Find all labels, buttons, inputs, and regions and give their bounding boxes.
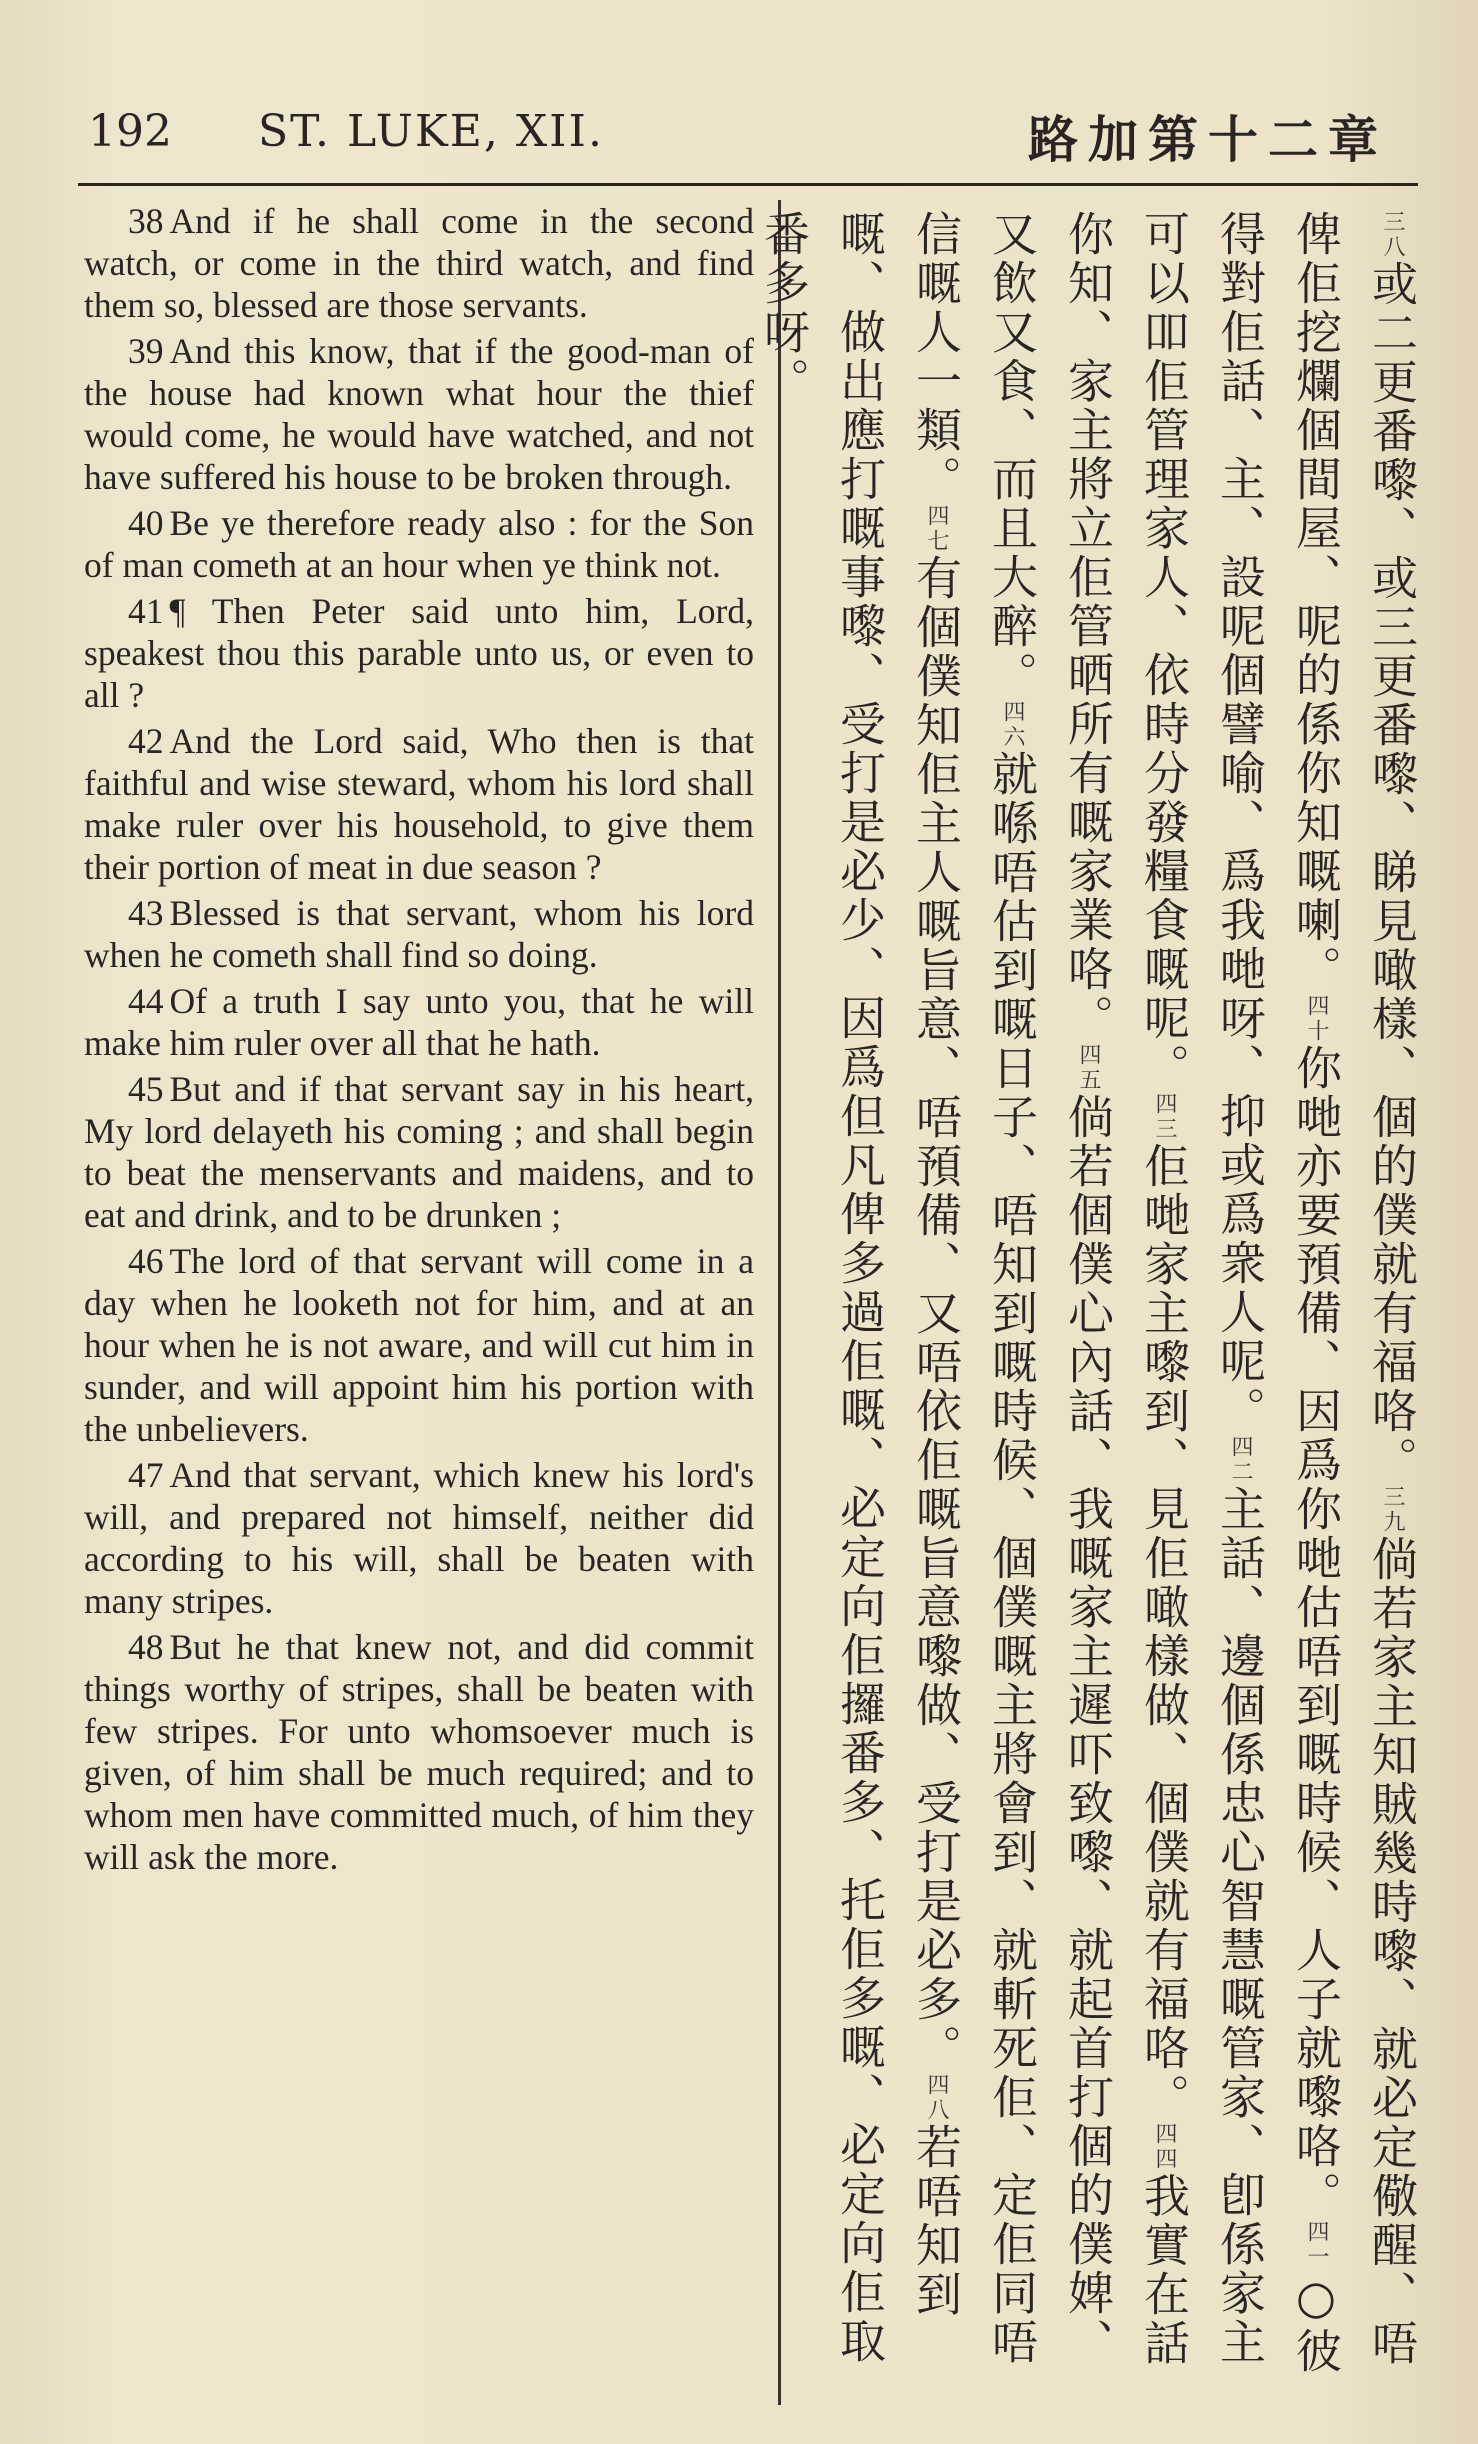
verse-39 bbox=[84, 330, 754, 498]
verse-42 bbox=[84, 720, 754, 888]
verse-38 bbox=[84, 200, 754, 326]
chinese-verse-number: 四二 bbox=[1228, 1435, 1253, 1485]
verse-number: 42 bbox=[128, 721, 164, 761]
header-rule bbox=[78, 183, 1418, 186]
chinese-verse-number: 四七 bbox=[924, 504, 949, 554]
verse-text: Of a truth I say unto you, that he will make him ruler over all that he hath. bbox=[84, 981, 754, 1063]
verse-number: 47 bbox=[128, 1455, 164, 1495]
verse-number: 40 bbox=[128, 503, 164, 543]
chinese-verse-number: 四八 bbox=[924, 2073, 949, 2123]
page-header bbox=[78, 96, 1418, 169]
chinese-verse-text: 有個僕知佢主人嘅旨意、唔預備、又唔依佢嘅旨意嚟做、受打是必多。 bbox=[909, 554, 963, 2073]
chinese-verse-number: 四五 bbox=[1076, 1043, 1101, 1093]
chinese-verse-number: 三九 bbox=[1380, 1485, 1405, 1535]
verse-text: Be ye therefore ready also : for the Son of man cometh at an hour when ye think not. bbox=[84, 503, 754, 585]
chinese-verse-number: 四一 bbox=[1304, 2220, 1329, 2270]
verse-text: But he that knew not, and did commit things worthy of stripes, shall be beaten with few stripes. For unto whomsoever much is given, of him shall be much required; and to whom men have committed much, of him they will ask the more. bbox=[84, 1627, 754, 1877]
verse-number: 44 bbox=[128, 981, 164, 1021]
chinese-verse-text: 倘若個僕心內話、我嘅家主遲吓致嚟、就起首打個的僕婢、又飲又食、而且大醉。 bbox=[985, 210, 1115, 2367]
chinese-verse-text: 我實在話你知、家主將立佢管晒所有嘅家業咯。 bbox=[1061, 210, 1191, 2368]
running-title-english: ST. LUKE, XII. bbox=[258, 106, 604, 157]
english-column bbox=[84, 200, 754, 2420]
chinese-verse-number: 四四 bbox=[1152, 2122, 1177, 2172]
verse-number: 46 bbox=[128, 1241, 164, 1281]
verse-47 bbox=[84, 1454, 754, 1622]
verse-40 bbox=[84, 502, 754, 586]
page-number: 192 bbox=[88, 106, 172, 157]
chinese-verse-text: 或二更番嚟、或三更番嚟、睇見噉樣、個的僕就有福咯。 bbox=[1365, 260, 1419, 1485]
verse-text: ¶ Then Peter said unto him, Lord, speakest thou this parable unto us, or even to all ? bbox=[84, 591, 754, 715]
verse-46 bbox=[84, 1240, 754, 1450]
chinese-verse-text: 你哋亦要預備、因爲你哋估唔到嘅時候、人子就嚟咯。 bbox=[1289, 1044, 1343, 2220]
chinese-verse-number: 四六 bbox=[1000, 700, 1025, 750]
running-title-chinese: 路加第十二章 bbox=[1028, 110, 1388, 169]
chinese-verse-number: 四三 bbox=[1152, 1092, 1177, 1142]
chinese-verse-text: 主話、邊個係忠心智慧嘅管家、卽係家主可以吅佢管理家人、依時分發糧食嘅呢。 bbox=[1137, 210, 1267, 2367]
verse-text: And that servant, which knew his lord's will, and prepared not himself, neither did according to his will, shall be beaten with many stripes. bbox=[84, 1455, 754, 1621]
chinese-verse-text: 若唔知到嘅、做出應打嘅事嚟、受打是必少、因爲但凡俾多過佢嘅、必定向佢攞番多、托佢多嘅、必定向佢取番多呀。 bbox=[757, 210, 963, 2366]
verse-text: And this know, that if the good-man of the house had known what hour the thief would come, he would have watched, and not have suffered his house to be broken through. bbox=[84, 331, 754, 497]
chinese-column bbox=[757, 210, 1430, 2410]
chinese-verse-text: ○彼得對佢話、主、設呢個譬喻、爲我哋呀、抑或爲衆人呢。 bbox=[1213, 210, 1343, 2376]
chinese-verse-number: 四十 bbox=[1304, 994, 1329, 1044]
chinese-verse-text: 佢哋家主嚟到、見佢噉樣做、個僕就有福咯。 bbox=[1137, 1142, 1191, 2122]
verse-text: The lord of that servant will come in a day when he looketh not for him, and at an hour when he is not aware, and will cut him in sunder, and will appoint him his portion with the unbelievers. bbox=[84, 1241, 754, 1449]
verse-text: But and if that servant say in his heart, My lord delayeth his coming ; and shall begin to beat the menservants and maidens, and to eat and drink, and to be drunken ; bbox=[84, 1069, 754, 1235]
verse-text: Blessed is that servant, whom his lord when he cometh shall find so doing. bbox=[84, 893, 754, 975]
verse-43 bbox=[84, 892, 754, 976]
column-divider bbox=[778, 200, 781, 2405]
chinese-verse-number: 三八 bbox=[1380, 210, 1405, 260]
verse-number: 39 bbox=[128, 331, 164, 371]
verse-number: 45 bbox=[128, 1069, 164, 1109]
verse-number: 38 bbox=[128, 201, 164, 241]
verse-number: 48 bbox=[128, 1627, 164, 1667]
verse-number: 43 bbox=[128, 893, 164, 933]
verse-text: And the Lord said, Who then is that faithful and wise steward, whom his lord shall make ruler over his household, to give them their portion of meat in due season ? bbox=[84, 721, 754, 887]
verse-44 bbox=[84, 980, 754, 1064]
verse-48 bbox=[84, 1626, 754, 1878]
verse-41 bbox=[84, 590, 754, 716]
chinese-verse-text: 就喺唔估到嘅日子、唔知到嘅時候、個僕嘅主將會到、就斬死佢、定佢同唔信嘅人一類。 bbox=[909, 210, 1039, 2367]
verse-45 bbox=[84, 1068, 754, 1236]
verse-text: And if he shall come in the second watch, or come in the third watch, and find them so, blessed are those servants. bbox=[84, 201, 754, 325]
chinese-verse-text: 倘若家主知賊幾時嚟、就必定儆醒、唔俾佢挖爛個間屋、呢的係你知嘅喇。 bbox=[1289, 210, 1419, 2368]
verse-number: 41 bbox=[128, 591, 164, 631]
